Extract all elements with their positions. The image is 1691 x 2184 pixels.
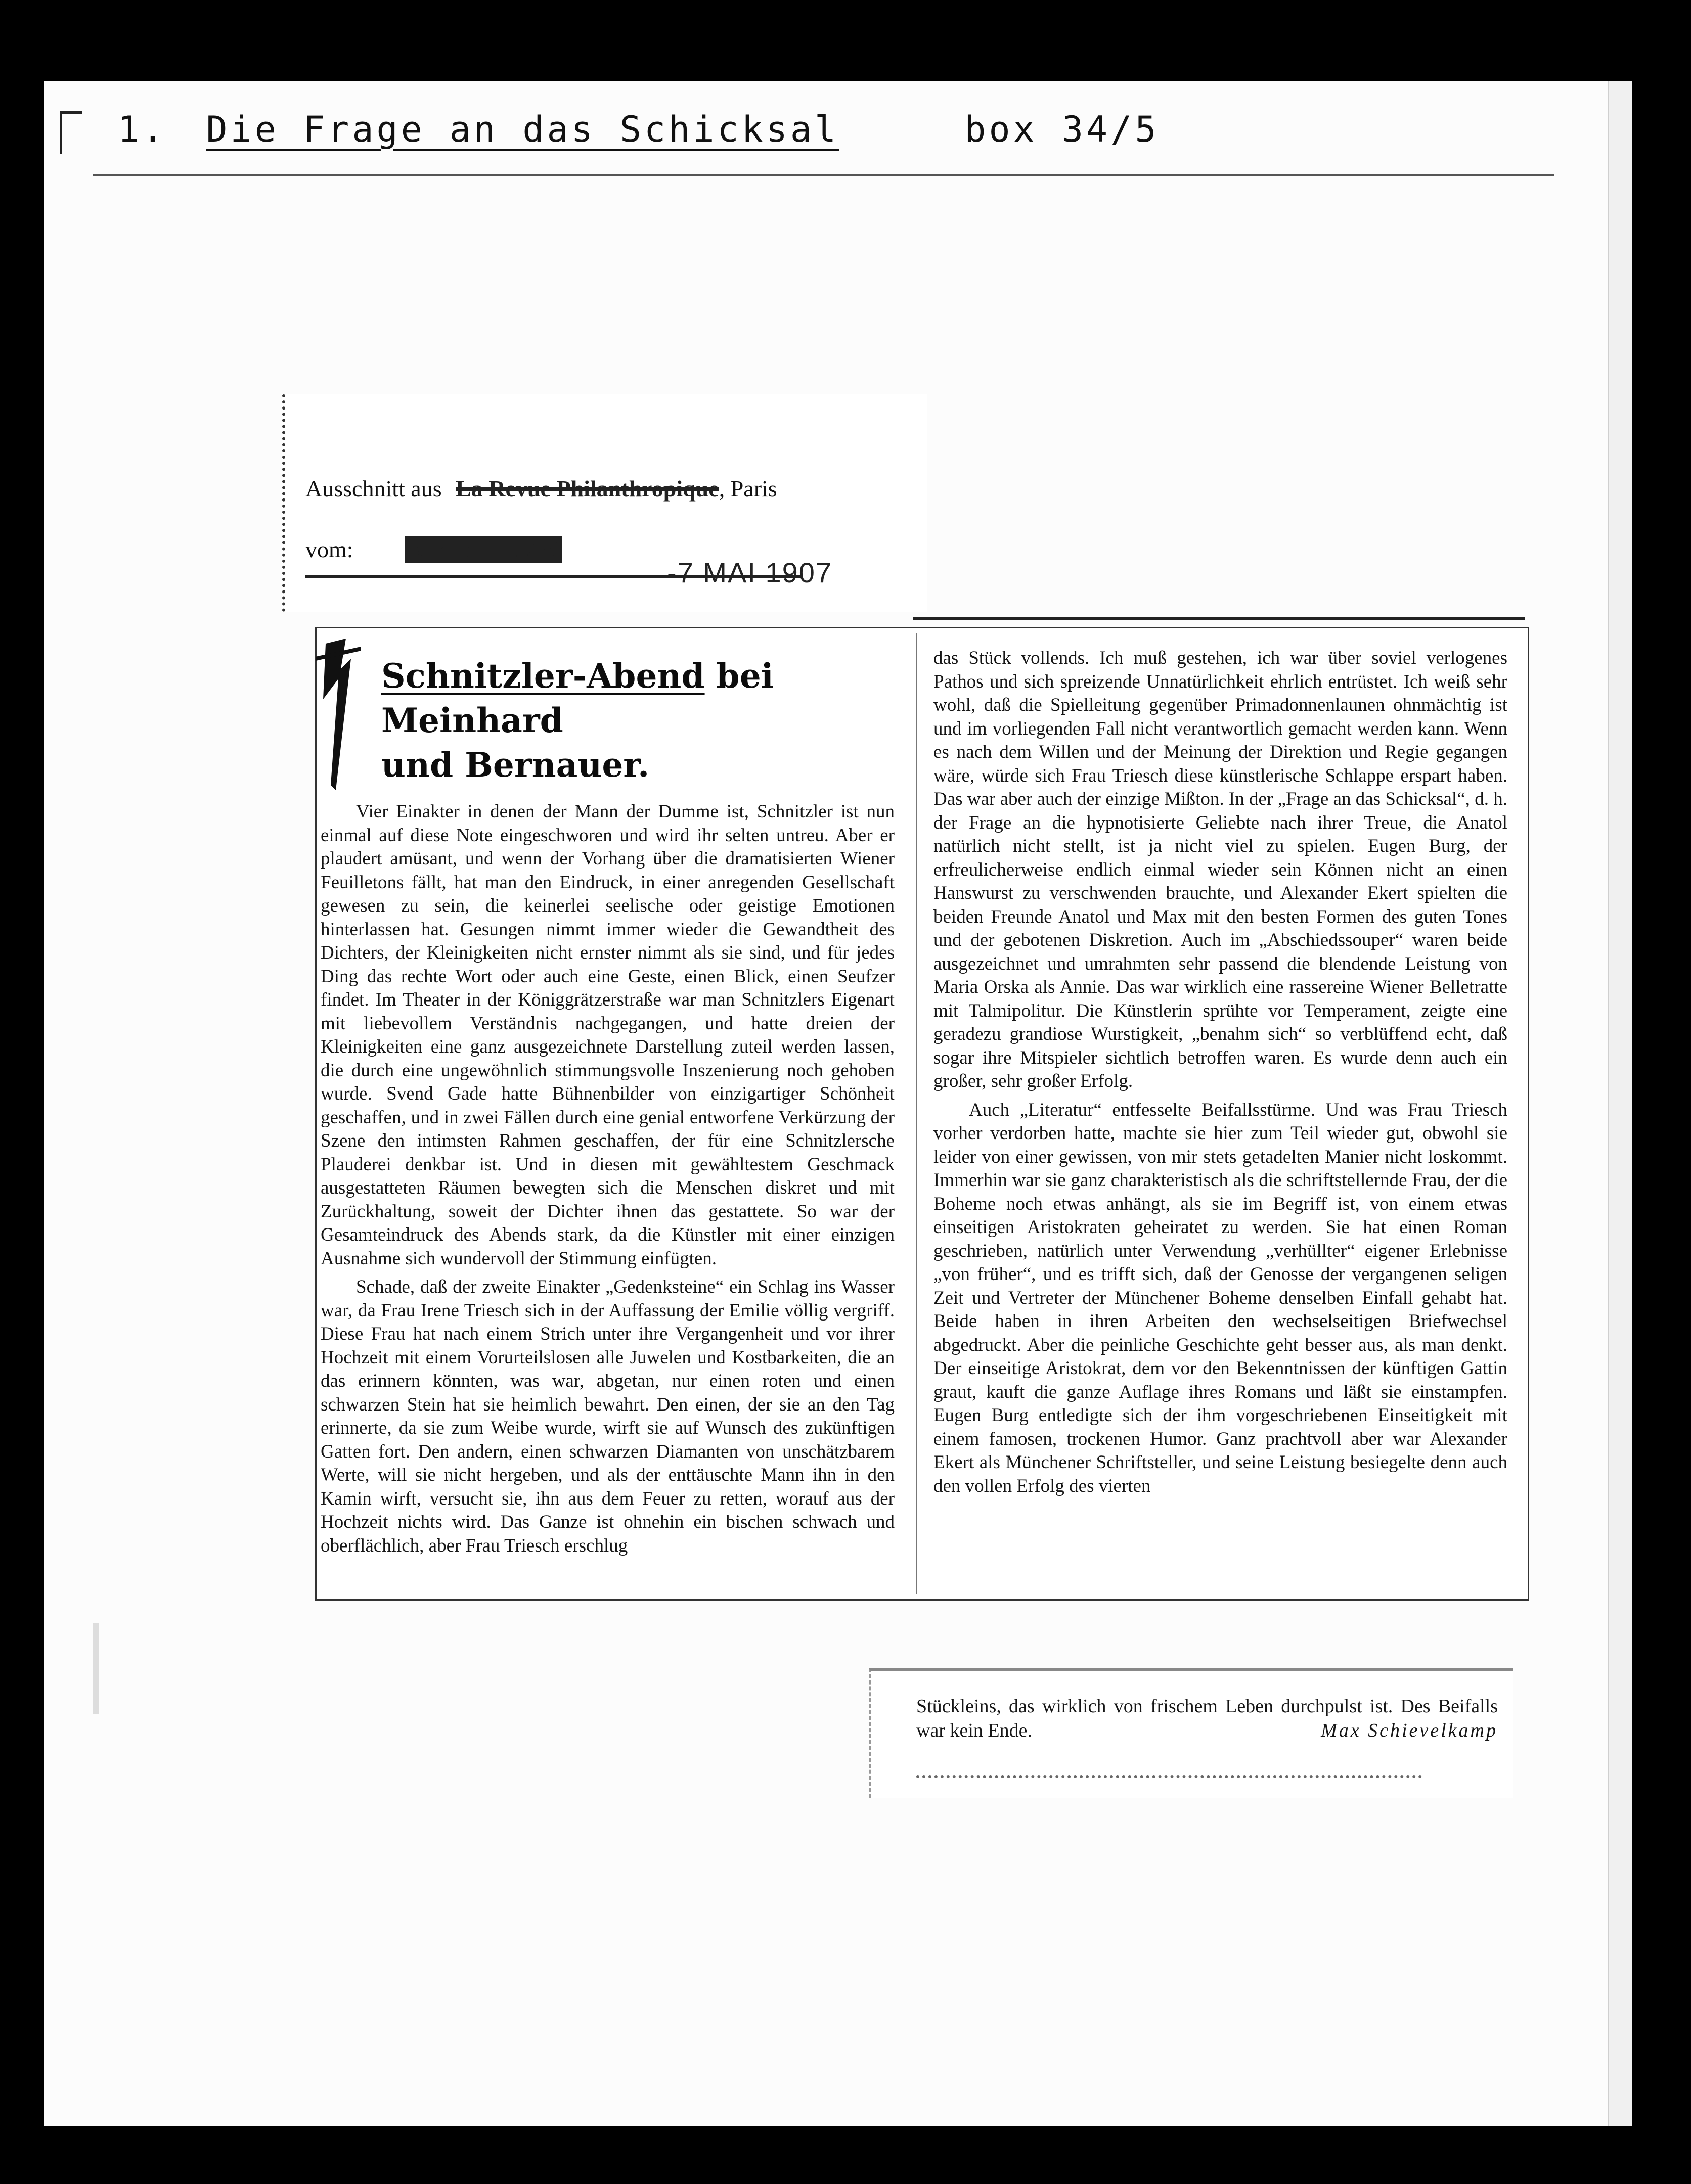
folder-title: Die Frage an das Schicksal bbox=[206, 109, 839, 150]
archive-sheet bbox=[45, 81, 1632, 2126]
binding-hole bbox=[93, 1623, 99, 1714]
stamp-label-date: vom: bbox=[305, 536, 353, 562]
box-label: box 34/5 bbox=[964, 109, 1160, 150]
stamp-date-line bbox=[305, 536, 562, 563]
folder-number: 1. bbox=[118, 109, 167, 150]
stamp-source-line bbox=[305, 475, 777, 502]
stamp-date: -7 MAI 1907 bbox=[667, 557, 833, 588]
header-rule bbox=[93, 174, 1554, 176]
article-paragraph: Auch „Literatur“ entfesselte Beifallsstürme. Und was Frau Triesch vorher verdorben hatte, machte sie hier zum Teil wieder gut, obwohl sie leider von einer gewissen, von mir stets getadelten Manier nicht loskommt. Immerhin war sie ganz charakteristisch als die schriftstellernde Frau, der die Boheme noch etwas anhängt, als sie im Begriff ist, von einem etwas einseitigen Aristokraten geheiratet zu werden. Sie hat einen Roman geschrieben, natürlich unter Verwendung „verhüllter“ eigener Erlebnisse „von früher“, und es trifft sich, daß der Genosse der vergangenen seligen Zeit und Vertreter der Münchener Boheme denselben Einfall gehabt hat. Beide haben in ihren Arbeiten den wechselseitigen Briefwechsel abgedruckt. Aber die peinliche Geschichte geht besser aus, als man denkt. Der einseitige Aristokrat, dem vor den Bekenntnissen der künftigen Gattin graut, kauft die ganze Auflage ihres Romans und läßt sie einstampfen. Eugen Burg entledigte sich der ihm vorgeschriebenen Einseitigkeit mit einem famosen, trockenen Humor. Ganz prachtvoll aber war Alexander Ekert als Münchener Schriftsteller, und seine Leistung besiegelte denn auch den vollen Erfolg des vierten bbox=[933, 1099, 1507, 1496]
continuation-clipping bbox=[869, 1668, 1513, 1798]
sheet-edge bbox=[1608, 81, 1632, 2126]
stamp-source-struck: La Revue Philanthropique bbox=[456, 476, 719, 502]
headline-part-1b: bei Meinhard bbox=[381, 656, 774, 740]
stamp-city: , Paris bbox=[719, 476, 777, 502]
article-paragraph: das Stück vollends. Ich muß gestehen, ich war über soviel verlogenes Pathos und sich spreizende Unnatürlichkeit ehrlich entrüstet. Ich weiß sehr wohl, daß die Spielleitung gegenüber Primadonnenlaunen ohnmächtig ist und im vorliegenden Fall nicht verantwortlich gemacht werden kann. Wenn es nach dem Willen und der Meinung der Direktion und Regie gegangen wäre, würde sich Frau Triesch diese künstlerische Schlappe erspart haben. Das war aber auch der einzige Mißton. In der „Frage an das Schicksal“, d. h. der Frage an die hypnotisierte Geliebte nach ihrer Treue, die Anatol natürlich nicht stellt, ist ja nicht viel zu spielen. Eugen Burg, der erfreulicherweise endlich einmal wieder sein Können nicht an einen Hanswurst zu verschwenden brauchte, und Alexander Ekert spielten die beiden Freunde Anatol und Max mit den besten Formen des guten Tones und der gebotenen Diskretion. Auch im „Abschiedssouper“ waren beide ausgezeichnet und umrahmten sehr passend die blendende Leistung von Maria Orska als Annie. Das war wirklich eine rassereine Wiener Belletratte mit Talmipolitur. Die Künstlerin sprühte vor Temperament, zeigte eine geradezu grandiose Wurstigkeit, „benahm sich“ so verblüffend echt, daß sogar ihre Mitspieler sichtlich betroffen waren. Es wurde denn auch ein großer, sehr großer Erfolg. bbox=[933, 648, 1507, 1091]
corner-mark bbox=[60, 111, 82, 154]
article-column-right bbox=[933, 647, 1507, 1498]
continuation-text bbox=[916, 1694, 1498, 1743]
article-paragraph: Vier Einakter in denen der Mann der Dumme ist, Schnitzler ist nun einmal auf diese Note eingeschworen und wird ihr selten untreu. Aber er plaudert amüsant, und wenn der Vorhang über die dramatisierten Wiener Feuilletons fällt, hat man den Eindruck, in einer anregenden Gesellschaft gewesen zu sein, die keinerlei seelische oder geistige Emotionen hinterlassen hat. Gesungen nimmt immer wieder die Gewandtheit des Dichters, der Kleinigkeiten nicht ernster nimmt als sie sind, und für jedes Ding das rechte Wort oder auch eine Geste, einen Blick, einen Seufzer findet. Im Theater in der Königgrätzerstraße war man Schnitzlers Eigenart mit liebevollem Verständnis nachgegangen, und hatte dreien der Kleinigkeiten eine ganz ausgezeichnete Darstellung zuteil werden lassen, die durch eine ungewöhnlich stimmungsvolle Inszenierung noch gehoben wurde. Svend Gade hatte Bühnenbilder von einzigartiger Schönheit geschaffen, und in zwei Fällen durch eine genial entworfene Verkürzung der Szene den intimsten Rahmen geschaffen, der für eine Schnitzlersche Plauderei denkbar ist. Und in diesen mit gewähltestem Geschmack ausgestatteten Räumen bewegten sich die Menschen diskret und mit Zurückhaltung, soweit der Dichter ihnen das gestattete. So war der Gesamteindruck des Abends stark, da die Künstler mit einer einzigen Ausnahme sich wundervoll der Stimmung einfügten. bbox=[321, 801, 895, 1269]
folder-header bbox=[118, 109, 1160, 150]
clipping-bureau-stamp bbox=[282, 394, 927, 612]
newspaper-clipping bbox=[315, 627, 1529, 1601]
headline-part-2: und Bernauer. bbox=[381, 745, 650, 785]
stamp-label-from: Ausschnitt aus bbox=[305, 476, 442, 502]
continuation-body: Stückleins, das wirklich von frischem Leben durchpulst ist. Des Beifalls war kein Ende. bbox=[916, 1696, 1498, 1741]
article-column-left bbox=[321, 649, 895, 1558]
stamp-source2-struck: Bureau Illustré bbox=[405, 536, 562, 563]
headline-part-1: Schnitzler-Abend bbox=[381, 656, 705, 696]
clipping-top-rule bbox=[913, 617, 1525, 620]
article-headline bbox=[381, 654, 895, 787]
author-signature: Max Schievelkamp bbox=[1321, 1720, 1498, 1741]
article-paragraph: Schade, daß der zweite Einakter „Gedenksteine“ ein Schlag ins Wasser war, da Frau Irene Triesch sich in der Auffassung der Emilie völlig vergriff. Diese Frau hat nach einem Strich unter ihre Vergangenheit und vor ihrer Hochzeit mit einem Vorurteilslosen alle Juwelen und Kostbarkeiten, die an das erinnern könnten, was war, abgetan, nur einen roten und einen schwarzen Stein hat sie heimlich bewahrt. Den einen, der sie an den Tag erinnerte, da sie zum Weibe wurde, wirft sie auf Wunsch des zukünftigen Gatten fort. Den andern, einen schwarzen Diamanten von unschätzbarem Werte, will sie nicht hergeben, und als der enttäuschte Mann ihn in den Kamin wirft, versucht sie, ihn aus dem Feuer zu retten, worauf aus der Hochzeit nichts wird. Das Ganze ist ohnehin ein bischen schwach und oberflächlich, aber Frau Triesch erschlug bbox=[321, 1277, 895, 1556]
decorative-initial-icon bbox=[316, 639, 361, 790]
column-divider bbox=[916, 633, 917, 1594]
torn-edge bbox=[916, 1775, 1422, 1785]
